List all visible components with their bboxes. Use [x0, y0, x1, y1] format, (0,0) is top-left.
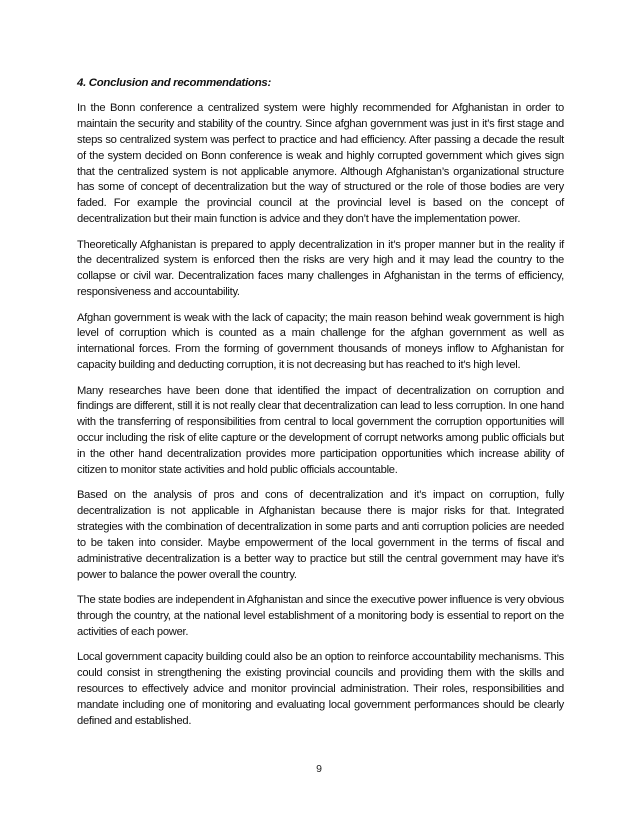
- paragraph-pros-cons-analysis: Based on the analysis of pros and cons of decentralization and it’s impact on corruption, fully decentralization is not applicable in Afghanistan because there is major risks for that. Integrated strategies with the combination of decentralization in some parts and anti corruption policies are needed to be taken into consider. Maybe empowerment of the local government in the terms of fiscal and administrative decentralization is a better way to practice but still the central government may have it’s power to balance the power overall the country.: [77, 489, 564, 581]
- paragraph-weak-government: Afghan government is weak with the lack of capacity; the main reason behind weak government is high level of corruption which is counted as a main challenge for the afghan government as well as international forces. From the forming of government thousands of moneys inflow to Afghanistan for capacity building and deducting corruption, it is not decreasing but has reached to it’s high level.: [77, 311, 564, 372]
- paragraph-capacity-building: Local government capacity building could also be an option to reinforce accountability mechanisms. This could consist in strengthening the existing provincial councils and providing them with the skills and resources to effectively advice and monitor provincial administration. Their roles, responsibilities and mandate including one of monitoring and evaluating local government performances should be clearly defined and established.: [77, 651, 564, 727]
- page-number: 9: [316, 763, 322, 775]
- paragraph-bonn-conference: In the Bonn conference a centralized system were highly recommended for Afghanistan in order to maintain the security and stability of the country. Since afghan government was just in it’s first stage and steps so centralized system was perfect to practice and had efficiency. After passing a decade the result of the system decided on Bonn conference is weak and highly corrupted government which gives sign that the centralized system is not applicable anymore. Although Afghanistan’s organizational structure has some of concept of decentralization but the way of structured or the role of those bodies are very faded. For example the provincial council at the provincial level is based on the concept of decentralization but their main function is advice and they don’t have the implementation power.: [77, 101, 564, 226]
- paragraph-state-bodies: The state bodies are independent in Afghanistan and since the executive power influence is very obvious through the country, at the national level establishment of a monitoring body is essential to report on the activities of each power.: [77, 594, 564, 639]
- paragraph-corruption-research: Many researches have been done that identified the impact of decentralization on corruption and findings are different, still it is not really clear that decentralization can lead to less corruption. In one hand with the transferring of responsibilities from central to local government the corruption opportunities will occur including the risk of elite capture or the development of corrupt networks among public officials but in the other hand decentralization provides more participation opportunities which increase ability of citizen to monitor state activities and hold public officials accountable.: [77, 384, 564, 477]
- document-body: [77, 76, 564, 739]
- paragraph-theoretical-readiness: Theoretically Afghanistan is prepared to apply decentralization in it’s proper manner but in the reality if the decentralized system is enforced then the risks are very high and it may lead the country to the collapse or civil war. Decentralization faces many challenges in Afghanistan in the terms of efficiency, responsiveness and accountability.: [77, 238, 564, 299]
- section-heading: 4. Conclusion and recommendations:: [77, 77, 272, 89]
